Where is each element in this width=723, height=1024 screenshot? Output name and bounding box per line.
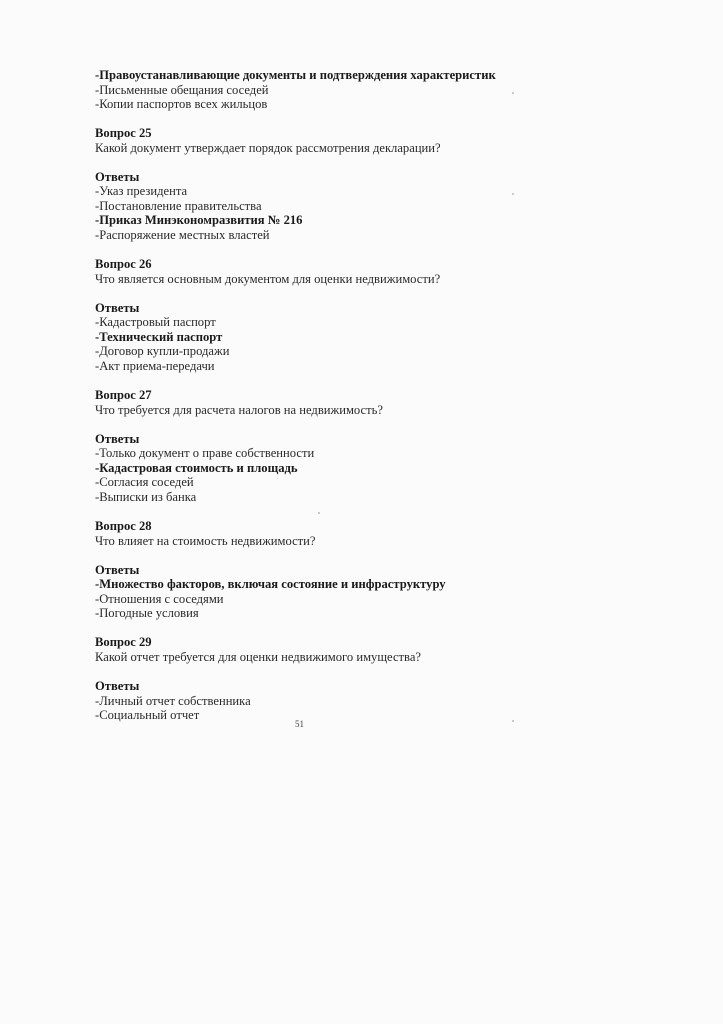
- answer-option: -Личный отчет собственника: [95, 693, 251, 708]
- question-label: Вопрос 29: [95, 635, 152, 650]
- answer-option: -Выписки из банка: [95, 489, 197, 504]
- answers-heading: Ответы: [95, 169, 140, 184]
- question-label: Вопрос 27: [95, 388, 152, 403]
- answer-option: -Только документ о праве собственности: [95, 446, 315, 461]
- answer-option: -Социальный отчет: [95, 708, 200, 723]
- answer-option: -Копии паспортов всех жильцов: [95, 97, 268, 112]
- question-label: Вопрос 26: [95, 257, 152, 272]
- question-text: Какой отчет требуется для оценки недвижимого имущества?: [95, 649, 422, 664]
- scan-speck: [512, 720, 514, 722]
- answer-option: -Погодные условия: [95, 606, 199, 621]
- document-page: [95, 68, 655, 723]
- answer-option: -Акт приема-передачи: [95, 358, 215, 373]
- page-number: 51: [295, 719, 304, 729]
- scan-speck: [318, 512, 320, 514]
- correct-answer: -Множество факторов, включая состояние и инфраструктуру: [95, 577, 446, 592]
- question-text: Что является основным документом для оценки недвижимости?: [95, 271, 441, 286]
- answer-option: -Распоряжение местных властей: [95, 228, 270, 243]
- question-text: Какой документ утверждает порядок рассмотрения декларации?: [95, 140, 441, 155]
- correct-answer: -Кадастровая стоимость и площадь: [95, 460, 298, 475]
- correct-answer: -Правоустанавливающие документы и подтверждения характеристик: [95, 68, 496, 82]
- answers-heading: Ответы: [95, 300, 140, 315]
- correct-answer: -Технический паспорт: [95, 329, 223, 344]
- answers-heading: Ответы: [95, 431, 140, 446]
- question-text: Что требуется для расчета налогов на недвижимость?: [95, 402, 383, 417]
- answer-option: -Письменные обещания соседей: [95, 82, 269, 97]
- question-label: Вопрос 28: [95, 518, 152, 533]
- answer-option: -Указ президента: [95, 184, 188, 199]
- answers-heading: Ответы: [95, 678, 140, 693]
- scan-speck: [512, 92, 514, 94]
- answer-option: -Согласия соседей: [95, 475, 194, 490]
- question-label: Вопрос 25: [95, 126, 152, 141]
- answer-option: -Постановление правительства: [95, 198, 262, 213]
- question-text: Что влияет на стоимость недвижимости?: [95, 533, 316, 548]
- answer-option: -Отношения с соседями: [95, 591, 224, 606]
- correct-answer: -Приказ Минэкономразвития № 216: [95, 213, 303, 228]
- answers-heading: Ответы: [95, 562, 140, 577]
- answer-option: -Договор купли-продажи: [95, 344, 230, 359]
- scan-speck: [512, 193, 514, 195]
- answer-option: -Кадастровый паспорт: [95, 315, 216, 330]
